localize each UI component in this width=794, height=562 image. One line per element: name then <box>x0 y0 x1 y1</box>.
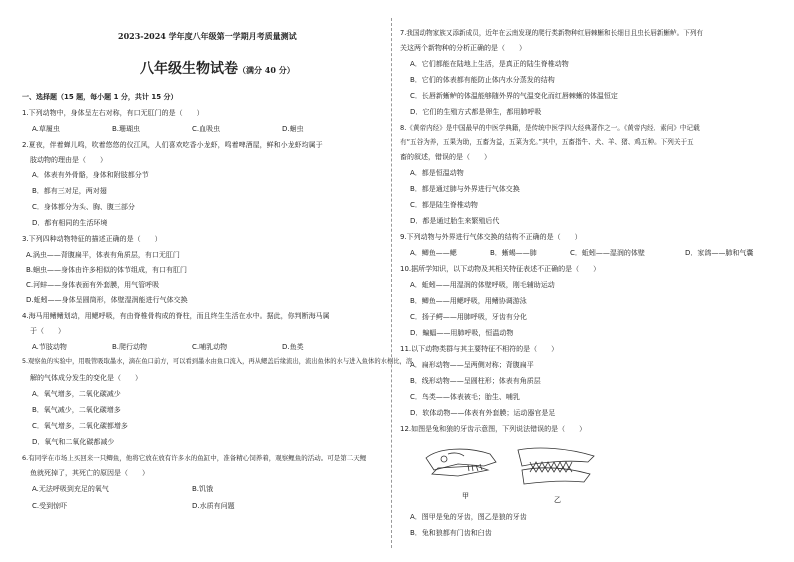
left-column <box>22 0 413 562</box>
figure-label-yi: 乙 <box>554 496 561 504</box>
question-2-option-d: D．都有相同的生活环境 <box>32 219 108 227</box>
question-2-stem-line-1: 2.夏夜，伴着蝉儿鸣，吹着悠悠的仪江风，人们喜欢吃香小龙虾，鸣着啤酒屋，鲜和小龙虾均属于 <box>22 141 323 149</box>
question-5-stem-line-2: 解的气体成分发生的变化是（ ） <box>30 374 142 382</box>
question-9-option-a: A．鲫鱼——鳃 <box>410 249 457 257</box>
question-9-option-c: C．蚯蚓——湿润的体壁 <box>570 249 645 257</box>
question-3-option-a: A.涡虫——背腹扁平，体表有角质层，有口无肛门 <box>26 251 180 259</box>
question-10-stem: 10.据所学知识，以下动物及其相关特征表述不正确的是（ ） <box>400 265 601 273</box>
question-3-option-d: D.蚯蚓——身体呈圆筒形，体壁湿润能进行气体交换 <box>26 296 188 304</box>
question-6-option-c: C.受到惊吓 <box>32 502 68 510</box>
question-1-option-b: B.珊瑚虫 <box>112 125 141 133</box>
question-4-option-b: B.爬行动物 <box>112 343 148 351</box>
question-10-option-b: B．鲫鱼——用鳃呼吸，用鳍协调游泳 <box>410 297 527 305</box>
question-11-option-c: C．鸟类——体表被毛；胎生、哺乳 <box>410 393 520 401</box>
paper-title <box>140 58 295 78</box>
question-11-stem: 11.以下动物类群与其主要特征不相符的是（ ） <box>400 345 559 353</box>
question-3-option-b: B.蛔虫——身体由许多相似的体节组成，有口有肛门 <box>26 266 188 274</box>
question-6-option-d: D.水质有问题 <box>192 502 235 510</box>
question-5-option-b: B．氧气减少，二氧化碳增多 <box>32 406 121 414</box>
question-7-option-c: C．长唇新蜥鲈的体温能够随外界的气温变化而红唇棘蜥的体温恒定 <box>410 92 618 100</box>
question-6-stem-line-1: 6.有同学在市场上买回来一只鲫鱼，他将它放在放有许多水的鱼缸中，准备精心饲养着，观察鲤鱼的活动。可是第二天鲤 <box>22 454 367 462</box>
question-3-option-c: C.河蚌——身体表面有外套膜，用气管呼吸 <box>26 281 160 289</box>
question-12-option-a: A．图甲是兔的牙齿，图乙是狼的牙齿 <box>410 513 527 521</box>
question-4-option-a: A.节肢动物 <box>32 343 67 351</box>
question-11-option-d: D．软体动物——体表有外套膜；运动器官是足 <box>410 409 556 417</box>
question-9-option-d: D．家鸽——肺和气囊 <box>685 249 754 257</box>
question-8-option-b: B．都是通过肺与外界进行气体交换 <box>410 185 520 193</box>
question-5-option-a: A．氧气增多，二氧化碳减少 <box>32 390 121 398</box>
question-8-stem-line-1: 8.《黄帝内经》是中国最早的中医学典籍，是传统中医学四大经典著作之一。《黄帝内经．素问》中记载 <box>400 124 700 132</box>
question-1-stem: 1.下列动物中，身体呈左右对称，有口无肛门的是（ ） <box>22 109 204 117</box>
question-8-option-d: D．都是通过胎生来繁殖后代 <box>410 217 500 225</box>
score-note: （满分 40 分） <box>238 65 295 75</box>
question-7-stem-line-1: 7.我国动物家族又添新成员，近年在云南发现的爬行类新物种红唇棘蜥和长细目且虫长唇新蜥鲈。下列有 <box>400 29 704 37</box>
question-4-option-d: D.鱼类 <box>282 343 304 351</box>
question-8-option-a: A．都是恒温动物 <box>410 169 464 177</box>
question-5-stem-line-1: 5.观察鱼的实验中，用吸管吸取墨水，滴在鱼口前方，可以看到墨水由鱼口流入，再从鳃盖后缘流出，流出鱼体的水与进入鱼体的水相比，溶 <box>22 358 413 365</box>
figure-jia-skull <box>426 449 496 476</box>
section-heading: 一、选择题（15 题，每小题 1 分，共计 15 分） <box>22 93 178 101</box>
question-7-option-d: D．它们的生殖方式都是卵生，都用肺呼吸 <box>410 108 542 116</box>
figure-yi-jaw <box>518 448 594 484</box>
exam-title: 2023-2024 学年度八年级第一学期月考质量测试 <box>118 31 297 41</box>
question-5-option-d: D．氧气和二氧化碳都减少 <box>32 438 115 446</box>
question-2-option-c: C．身体都分为头、胸、腹三部分 <box>32 203 135 211</box>
question-4-option-c: C.哺乳动物 <box>192 343 228 351</box>
question-6-option-b: B.饥饿 <box>192 485 214 493</box>
question-12-stem: 12.如图是兔和狼的牙齿示意图，下列说法错误的是（ ） <box>400 425 587 433</box>
question-1-option-a: A.草履虫 <box>32 125 60 133</box>
question-5-option-c: C．氧气增多，二氧化碳都增多 <box>32 422 128 430</box>
question-6-stem-line-2: 鱼就死掉了，其死亡的原因是（ ） <box>30 469 149 477</box>
question-2-stem-line-2: 肢动物的理由是（ ） <box>30 156 107 164</box>
question-8-stem-line-2: 有“五谷为养，五果为助，五畜为益，五菜为充。”其中，五畜指牛、犬、羊、猪、鸡五种。下列关于五 <box>400 138 694 146</box>
right-column <box>400 0 776 562</box>
question-11-option-b: B．线形动物——呈圆柱形；体表有角质层 <box>410 377 541 385</box>
question-6-option-a: A.无法呼吸到充足的氧气 <box>32 485 109 493</box>
question-7-option-a: A．它们都能在陆地上生活，是真正的陆生脊椎动物 <box>410 60 569 68</box>
question-11-option-a: A．扁形动物——呈两侧对称；背腹扁平 <box>410 361 534 369</box>
question-8-option-c: C．都是陆生脊椎动物 <box>410 201 478 209</box>
question-9-option-b: B．蜥蜴——肺 <box>490 249 537 257</box>
question-12-option-b: B．兔和狼都有门齿和臼齿 <box>410 529 492 537</box>
question-10-option-c: C．扬子鳄——用肺呼吸，牙齿有分化 <box>410 313 527 321</box>
question-7-option-b: B．它们的体表都有能防止体内水分蒸发的结构 <box>410 76 555 84</box>
question-7-stem-line-2: 关这两个新物种的分析正确的是（ ） <box>400 44 526 52</box>
question-9-stem: 9.下列动物与外界进行气体交换的结构不正确的是（ ） <box>400 233 582 241</box>
paper-title-text: 八年级生物试卷 <box>140 61 238 77</box>
question-2-option-a: A．体表有外骨骼，身体和附肢都分节 <box>32 171 149 179</box>
question-8-stem-line-3: 畜的叙述，错误的是（ ） <box>400 153 491 161</box>
question-1-option-d: D.蛔虫 <box>282 125 304 133</box>
question-2-option-b: B．都有三对足，两对翅 <box>32 187 107 195</box>
question-4-stem-line-2: 于（ ） <box>30 327 65 335</box>
figure-label-jia: 甲 <box>462 492 469 500</box>
question-4-stem-line-1: 4.海马用鳍鳍划动，用鳃呼吸，有由脊椎骨构成的脊柱，而且终生生活在水中。据此，你判断海马属 <box>22 312 330 320</box>
teeth-figure <box>418 440 608 508</box>
question-10-option-a: A．蚯蚓——用湿润的体壁呼吸，刚毛辅助运动 <box>410 281 555 289</box>
column-divider <box>391 18 392 548</box>
question-1-option-c: C.血吸虫 <box>192 125 221 133</box>
question-10-option-d: D．蝙蝠——用肺呼吸，恒温动物 <box>410 329 514 337</box>
question-3-stem: 3.下列四种动物特征的描述正确的是（ ） <box>22 235 162 243</box>
